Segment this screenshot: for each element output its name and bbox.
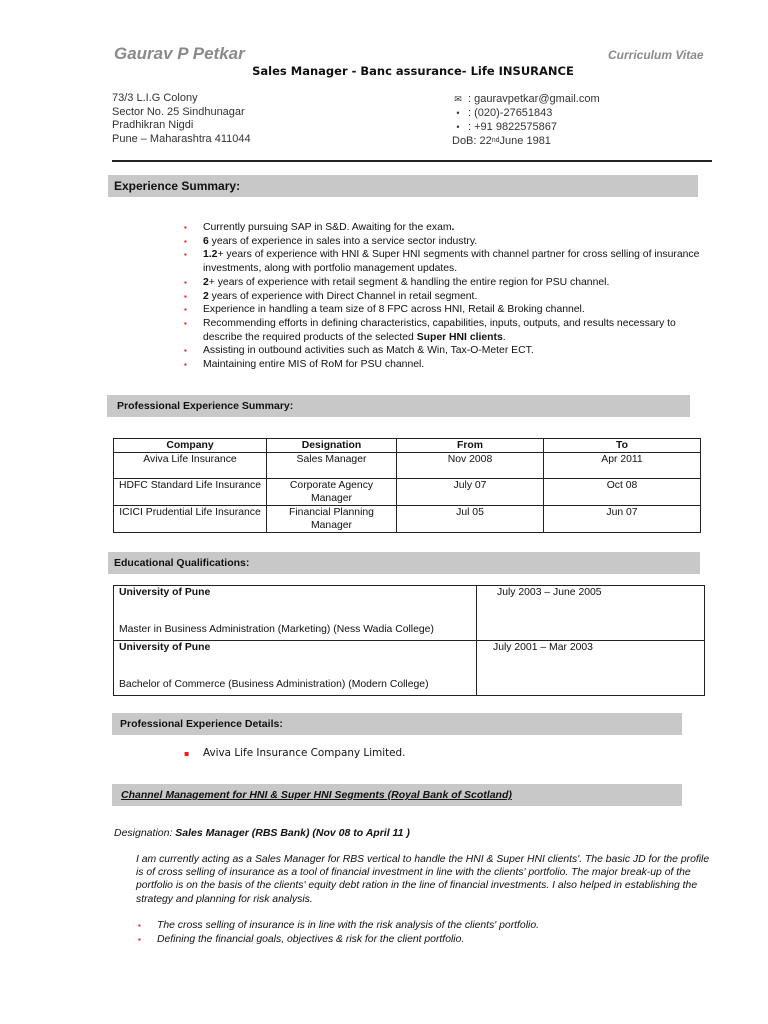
- list-item: ▪ Experience in handling a team size of 8 FPC across HNI, Retail & Broking channel.: [182, 303, 712, 317]
- column-header: To: [544, 439, 701, 453]
- column-header: From: [397, 439, 544, 453]
- table-row: [114, 479, 701, 506]
- designation-line: [114, 827, 410, 839]
- list-item: ▪ Defining the financial goals, objectives & risk for the client portfolio.: [136, 933, 696, 947]
- list-item: ▪ Assisting in outbound activities such as Match & Win, Tax-O-Meter ECT.: [182, 344, 712, 358]
- education-heading: Educational Qualifications:: [108, 552, 700, 574]
- list-item: ▪ 2+ years of experience with retail segment & handling the entire region for PSU channel.: [182, 276, 712, 290]
- list-item: ▪ Recommending efforts in defining characteristics, capabilities, inputs, outputs, and results necessary to describe the required products of the selected Super HNI clients.: [182, 317, 712, 344]
- candidate-name: Gaurav P Petkar: [114, 44, 245, 63]
- table-cell: Corporate Agency Manager: [267, 479, 397, 506]
- education-period: July 2003 – June 2005: [477, 586, 705, 641]
- degree-name: Bachelor of Commerce (Business Administration) (Modern College): [119, 679, 429, 690]
- phone-text: : (020)-27651843: [468, 107, 553, 119]
- job-role-title: Sales Manager - Banc assurance- Life INSURANCE: [252, 64, 574, 78]
- professional-summary-heading: Professional Experience Summary:: [107, 395, 690, 417]
- university-name: University of Pune: [119, 587, 211, 598]
- column-header: Company: [114, 439, 267, 453]
- bullet-icon: •: [456, 122, 460, 132]
- degree-name: Master in Business Administration (Marketing) (Ness Wadia College): [119, 624, 434, 635]
- table-row: [114, 641, 705, 696]
- list-item: ▪ 1.2+ years of experience with HNI & Super HNI segments with channel partner for cross selling of insurance investments, along with portfolio management updates.: [182, 248, 712, 275]
- dob-suffix: nd: [491, 137, 500, 144]
- table-cell: Nov 2008: [397, 453, 544, 479]
- list-item: ▪ The cross selling of insurance is in line with the risk analysis of the clients' portfolio.: [136, 919, 696, 933]
- table-row: [114, 453, 701, 479]
- address-block: [112, 92, 251, 146]
- address-line: Pradhikran Nigdi: [112, 119, 194, 131]
- dob-rest: June 1981: [499, 135, 551, 147]
- list-item: ▪ Maintaining entire MIS of RoM for PSU channel.: [182, 358, 712, 372]
- designation-value: Sales Manager (RBS Bank) (Nov 08 to April 11 ): [175, 827, 410, 839]
- education-cell: [114, 586, 477, 641]
- table-row: [114, 586, 705, 641]
- dob-prefix: DoB: 22: [452, 135, 492, 147]
- table-row: [114, 506, 701, 533]
- table-cell: HDFC Standard Life Insurance: [114, 479, 267, 506]
- document-label: Curriculum Vitae: [608, 48, 704, 62]
- experience-summary-heading: Experience Summary:: [108, 175, 698, 197]
- header-divider: [112, 160, 712, 162]
- designation-label: Designation:: [114, 827, 176, 839]
- table-cell: Jul 05: [397, 506, 544, 533]
- address-line: 73/3 L.I.G Colony: [112, 92, 198, 104]
- dob-row: [452, 134, 600, 148]
- table-cell: Aviva Life Insurance: [114, 453, 267, 479]
- education-table: [113, 585, 705, 696]
- table-cell: July 07: [397, 479, 544, 506]
- email-text: : gauravpetkar@gmail.com: [468, 93, 600, 105]
- table-cell: Sales Manager: [267, 453, 397, 479]
- responsibility-list: [136, 919, 696, 946]
- mobile-row: [452, 120, 600, 134]
- channel-heading: Channel Management for HNI & Super HNI Segments (Royal Bank of Scotland): [112, 784, 682, 806]
- table-cell: Oct 08: [544, 479, 701, 506]
- list-item: ▪ 6 years of experience in sales into a service sector industry.: [182, 235, 712, 249]
- job-description: I am currently acting as a Sales Manager for RBS vertical to handle the HNI & Super HNI clients'. The basic JD for the profile is of cross selling of insurance as a tool of financial investment in line with the clients' portfolio. The major break-up of the portfolio is on the basis of the clients' equity debt ration in the line of financial investments. I also helped in establishing the strategy and planning for risk analysis.: [136, 854, 710, 905]
- experience-details-heading: Professional Experience Details:: [112, 713, 682, 735]
- column-header: Designation: [267, 439, 397, 453]
- address-line: Pune – Maharashtra 411044: [112, 132, 251, 145]
- list-item: ▪ Aviva Life Insurance Company Limited.: [182, 747, 682, 761]
- bullet-icon: •: [456, 108, 460, 118]
- university-name: University of Pune: [119, 642, 211, 653]
- phone-row: [452, 106, 600, 120]
- table-cell: ICICI Prudential Life Insurance: [114, 506, 267, 533]
- list-item: ▪ 2 years of experience with Direct Channel in retail segment.: [182, 290, 712, 304]
- education-cell: [114, 641, 477, 696]
- list-item: ▪ Currently pursuing SAP in S&D. Awaiting for the exam.: [182, 221, 712, 235]
- education-period: July 2001 – Mar 2003: [477, 641, 705, 696]
- envelope-icon: ✉: [454, 94, 462, 104]
- experience-table: [113, 438, 701, 533]
- mobile-text: : +91 9822575867: [468, 121, 558, 133]
- table-cell: Financial Planning Manager: [267, 506, 397, 533]
- table-cell: Jun 07: [544, 506, 701, 533]
- contact-block: [452, 92, 600, 148]
- company-list: [182, 747, 682, 761]
- address-line: Sector No. 25 Sindhunagar: [112, 105, 245, 118]
- table-header-row: [114, 439, 701, 453]
- table-cell: Apr 2011: [544, 453, 701, 479]
- experience-summary-list: [182, 221, 712, 372]
- email-row: [452, 92, 600, 106]
